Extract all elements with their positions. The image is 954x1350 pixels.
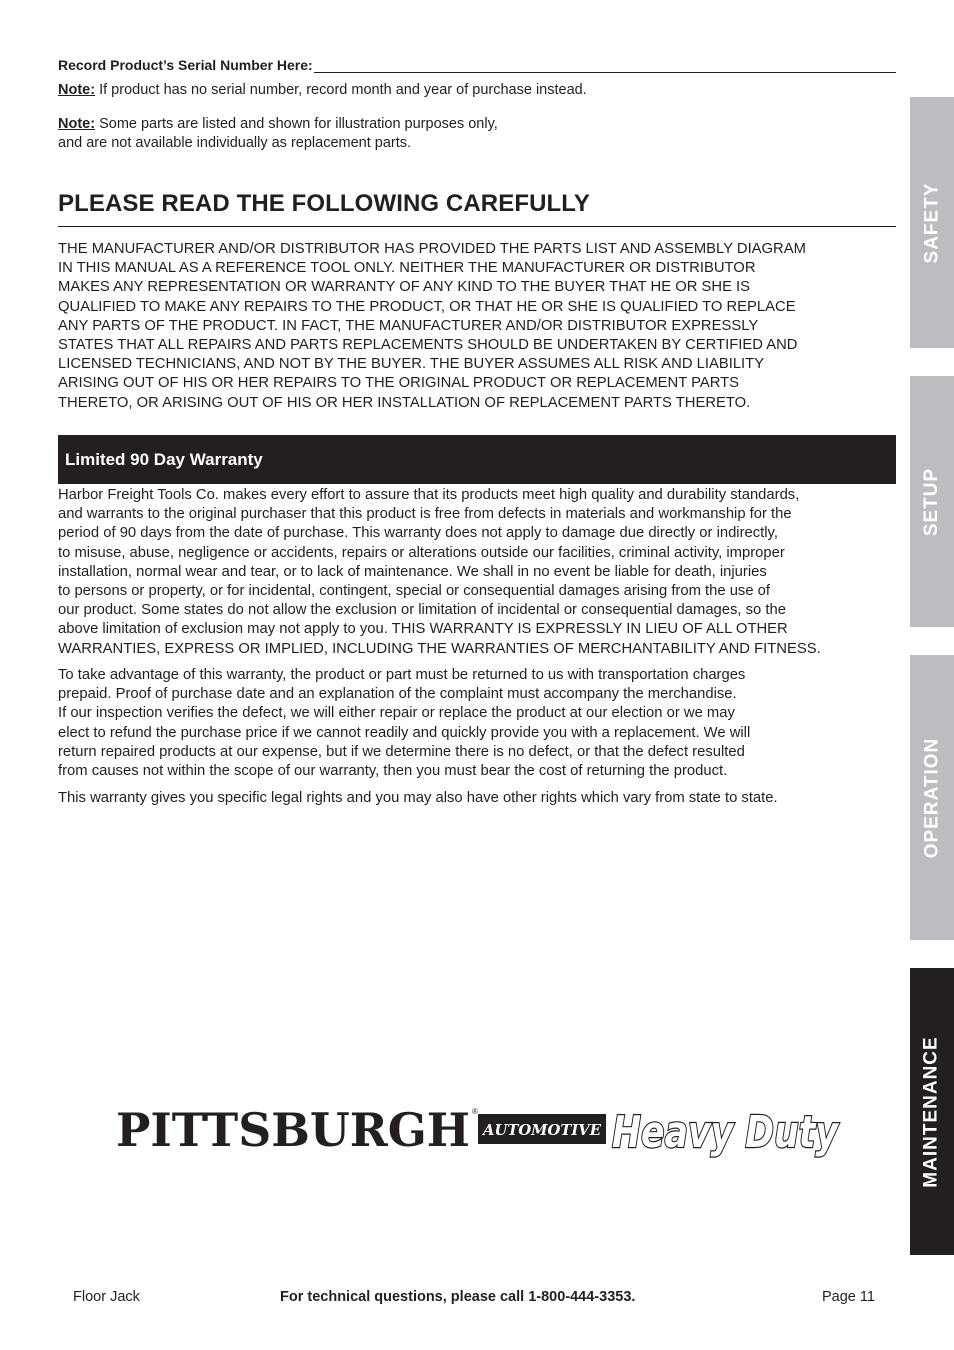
text-line: to misuse, abuse, negligence or accidents, repairs or alterations outside our facilities, criminal activity, improper: [58, 544, 785, 561]
text-line: ANY PARTS OF THE PRODUCT. IN FACT, THE MANUFACTURER AND/OR DISTRIBUTOR EXPRESSLY: [58, 317, 759, 334]
text-line: from causes not within the scope of our warranty, then you must bear the cost of returning the product.: [58, 763, 728, 780]
warranty-title-bar: [58, 435, 896, 484]
logo-brand-text: PITTSBURGH: [116, 1103, 470, 1157]
registered-mark: ®: [472, 1107, 478, 1116]
text-line: period of 90 days from the date of purchase. This warranty does not apply to damage due directly or indirectly,: [58, 525, 778, 542]
side-tab-label: OPERATION: [921, 737, 943, 858]
text-line: STATES THAT ALL REPAIRS AND PARTS REPLACEMENTS SHOULD BE UNDERTAKEN BY CERTIFIED AND: [58, 337, 798, 354]
text-line: elect to refund the purchase price if we cannot readily and quickly provide you with a replacement. We will: [58, 724, 751, 741]
text-line: To take advantage of this warranty, the product or part must be returned to us with transportation charges: [58, 667, 746, 683]
footer-help-line: For technical questions, please call 1-800-444-3353.: [280, 1289, 636, 1305]
text-line: THERETO, OR ARISING OUT OF HIS OR HER INSTALLATION OF REPLACEMENT PARTS THERETO.: [58, 394, 751, 411]
serial-number-label: Record Product’s Serial Number Here:: [58, 57, 313, 73]
text-line: above limitation of exclusion may not apply to you. THIS WARRANTY IS EXPRESSLY IN LIEU OF ALL OTHER: [58, 621, 788, 638]
text-line: return repaired products at our expense, but if we determine there is no defect, or that the defect resulted: [58, 743, 745, 760]
note-label: Note:: [58, 116, 96, 132]
text-line: Harbor Freight Tools Co. makes every effort to assure that its products meet high quality and durability standards,: [58, 487, 800, 503]
text-line: If our inspection verifies the defect, we will either repair or replace the product at our election or we may: [58, 705, 735, 722]
warranty-title: Limited 90 Day Warranty: [65, 449, 263, 469]
footer-product-name: Floor Jack: [73, 1289, 140, 1305]
text-line: to persons or property, or for incidental, contingent, special or consequential damages arising from the use of: [58, 583, 771, 600]
text-line: WARRANTIES, EXPRESS OR IMPLIED, INCLUDING THE WARRANTIES OF MERCHANTABILITY AND FITNESS.: [58, 640, 821, 657]
logo-badge-text: AUTOMOTIVE: [481, 1121, 602, 1139]
text-line: QUALIFIED TO MAKE ANY REPAIRS TO THE PRODUCT, OR THAT HE OR SHE IS QUALIFIED TO REPLACE: [58, 298, 796, 315]
side-tab-label: SAFETY: [921, 182, 943, 263]
side-tab-safety[interactable]: [910, 97, 954, 348]
note-serial: [58, 81, 587, 100]
note-text-line-1: Some parts are listed and shown for illustration purposes only,: [95, 116, 498, 132]
pittsburgh-heavy-duty-logo: [116, 1102, 840, 1158]
text-line: our product. Some states do not allow the exclusion or limitation of incidental or consequential damages, so the: [58, 602, 786, 619]
warranty-paragraph-1: [58, 486, 890, 659]
text-line: ARISING OUT OF HIS OR HER REPAIRS TO THE ORIGINAL PRODUCT OR REPLACEMENT PARTS: [58, 375, 740, 392]
note-text: If product has no serial number, record month and year of purchase instead.: [95, 82, 587, 98]
text-line: LICENSED TECHNICIANS, AND NOT BY THE BUYER. THE BUYER ASSUMES ALL RISK AND LIABILITY: [58, 356, 765, 373]
footer-page-number: Page 11: [822, 1289, 875, 1305]
text-line: installation, normal wear and tear, or to lack of maintenance. We shall in no event be liable for death, injuries: [58, 563, 767, 580]
logo-heavy-duty-text: Heavy Duty: [612, 1107, 840, 1158]
side-tab-operation[interactable]: [910, 655, 954, 940]
note-text-line-2: and are not available individually as replacement parts.: [58, 135, 412, 151]
serial-number-write-line: [314, 59, 896, 73]
text-line: and warrants to the original purchaser that this product is free from defects in materials and workmanship for the: [58, 506, 792, 523]
side-tab-maintenance[interactable]: [910, 968, 954, 1255]
serial-number-row: [58, 55, 896, 73]
side-tab-label: MAINTENANCE: [921, 1035, 943, 1188]
note-label: Note:: [58, 82, 96, 98]
text-line: prepaid. Proof of purchase date and an explanation of the complaint must accompany the merchandise.: [58, 686, 737, 703]
warranty-paragraph-3: This warranty gives you specific legal rights and you may also have other rights which vary from state to state.: [58, 790, 778, 806]
text-line: MAKES ANY REPRESENTATION OR WARRANTY OF ANY KIND TO THE BUYER THAT HE OR SHE IS: [58, 279, 751, 296]
section-heading: PLEASE READ THE FOLLOWING CAREFULLY: [58, 190, 896, 227]
side-tab-setup[interactable]: [910, 376, 954, 627]
side-tab-label: SETUP: [921, 467, 943, 536]
text-line: IN THIS MANUAL AS A REFERENCE TOOL ONLY. NEITHER THE MANUFACTURER OR DISTRIBUTOR: [58, 260, 756, 277]
disclaimer-paragraph: [58, 240, 888, 413]
note-parts: [58, 115, 498, 153]
text-line: THE MANUFACTURER AND/OR DISTRIBUTOR HAS PROVIDED THE PARTS LIST AND ASSEMBLY DIAGRAM: [58, 241, 806, 257]
warranty-paragraph-2: [58, 666, 890, 781]
